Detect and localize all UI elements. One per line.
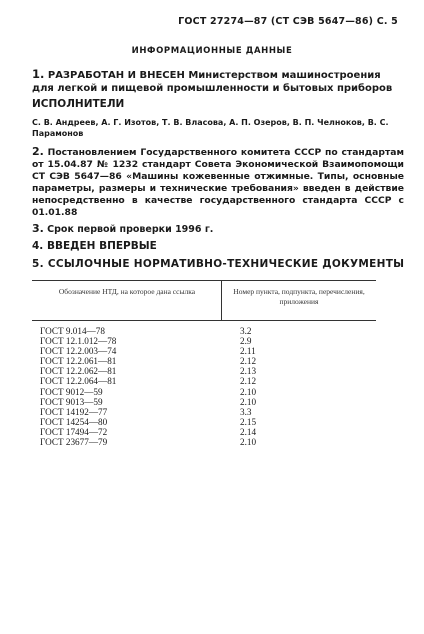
table-row — [40, 376, 340, 386]
table-cell-document: ГОСТ 12.2.062—81 — [40, 366, 117, 377]
table-row — [40, 437, 340, 447]
table-cell-point: 2.10 — [240, 437, 257, 448]
table-cell-point: 2.12 — [240, 376, 257, 387]
page-header: ГОСТ 27274—87 (СТ СЭВ 5647—86) С. 5 — [178, 16, 398, 27]
item-5 — [32, 258, 404, 270]
table-cell-point: 2.14 — [240, 426, 257, 437]
item-3 — [32, 222, 213, 235]
item-1 — [32, 68, 404, 95]
table-cell-point: 2.11 — [240, 346, 256, 357]
table-cell-document: ГОСТ 14254—80 — [40, 416, 108, 427]
table-cell-point: 2.10 — [240, 386, 257, 397]
item-4-number: 4. — [32, 240, 44, 252]
table-cell-point: 2.10 — [240, 396, 257, 407]
table-cell-document: ГОСТ 12.2.064—81 — [40, 376, 117, 387]
table-col-point-header: Номер пункта, подпункта, перечисления, приложения — [233, 287, 365, 306]
table-col-document-header: Обозначение НТД, на которое дана ссылка — [58, 287, 196, 296]
table-row — [40, 356, 340, 366]
table-row — [40, 407, 340, 417]
table-row — [40, 417, 340, 427]
info-data-title: ИНФОРМАЦИОННЫЕ ДАННЫЕ — [131, 46, 293, 56]
table-top-rule — [32, 280, 376, 281]
item-3-text: Срок первой проверки 1996 г. — [43, 224, 214, 235]
item-3-number: 3. — [32, 222, 44, 235]
table-cell-point: 2.9 — [240, 336, 252, 347]
table-row — [40, 387, 340, 397]
item-5-number: 5. — [32, 258, 44, 270]
table-header-divider — [221, 280, 222, 320]
item-1-lead: РАЗРАБОТАН И ВНЕСЕН — [47, 70, 185, 81]
table-cell-point: 2.15 — [240, 416, 257, 427]
table-header-rule — [32, 320, 376, 321]
table-cell-document: ГОСТ 9.014—78 — [40, 326, 105, 336]
item-2-text: Постановлением Государственного комитета СССР по стандартам от 15.04.87 № 1232 стандарт Совета Экономической Взаимопомощи СТ СЭВ 5647—86 «Машины кожевенные отжимные. Типы, основные параметры, размеры и технические требования» введен в действие непосредственно в качестве государственного стандарта СССР с 01.01.88 — [32, 147, 404, 218]
executors-list: С. В. Андреев, А. Г. Изотов, Т. В. Власова, А. П. Озеров, В. П. Челноков, В. С. Парамонов — [32, 118, 389, 138]
table-row — [40, 397, 340, 407]
item-1-number: 1. — [32, 67, 45, 81]
table-row — [40, 326, 340, 336]
item-2-number: 2. — [32, 145, 44, 158]
reference-table-body — [40, 326, 340, 447]
table-row — [40, 427, 340, 437]
table-cell-point: 3.2 — [240, 326, 252, 336]
table-cell-document: ГОСТ 17494—72 — [40, 426, 108, 437]
table-row — [40, 336, 340, 346]
table-row — [40, 346, 340, 356]
table-cell-document: ГОСТ 12.2.003—74 — [40, 346, 117, 357]
table-cell-point: 2.13 — [240, 366, 257, 377]
item-4-text: ВВЕДЕН ВПЕРВЫЕ — [43, 240, 157, 252]
table-cell-document: ГОСТ 12.2.061—81 — [40, 356, 117, 367]
item-1-text: Министерством машиностроения для легкой и пищевой промышленности и бытовых приборов — [32, 70, 393, 94]
table-cell-document: ГОСТ 9012—59 — [40, 386, 103, 397]
table-cell-document: ГОСТ 23677—79 — [40, 437, 108, 448]
table-cell-point: 3.3 — [240, 406, 252, 417]
table-cell-point: 2.12 — [240, 356, 257, 367]
executors-title: ИСПОЛНИТЕЛИ — [32, 98, 125, 110]
item-5-text: ССЫЛОЧНЫЕ НОРМАТИВНО-ТЕХНИЧЕСКИЕ ДОКУМЕНТЫ — [43, 258, 405, 270]
table-row — [40, 366, 340, 376]
table-cell-document: ГОСТ 9013—59 — [40, 396, 103, 407]
table-cell-document: ГОСТ 12.1.012—78 — [40, 336, 117, 347]
table-cell-document: ГОСТ 14192—77 — [40, 406, 108, 417]
item-2 — [32, 146, 404, 218]
item-4 — [32, 240, 157, 252]
